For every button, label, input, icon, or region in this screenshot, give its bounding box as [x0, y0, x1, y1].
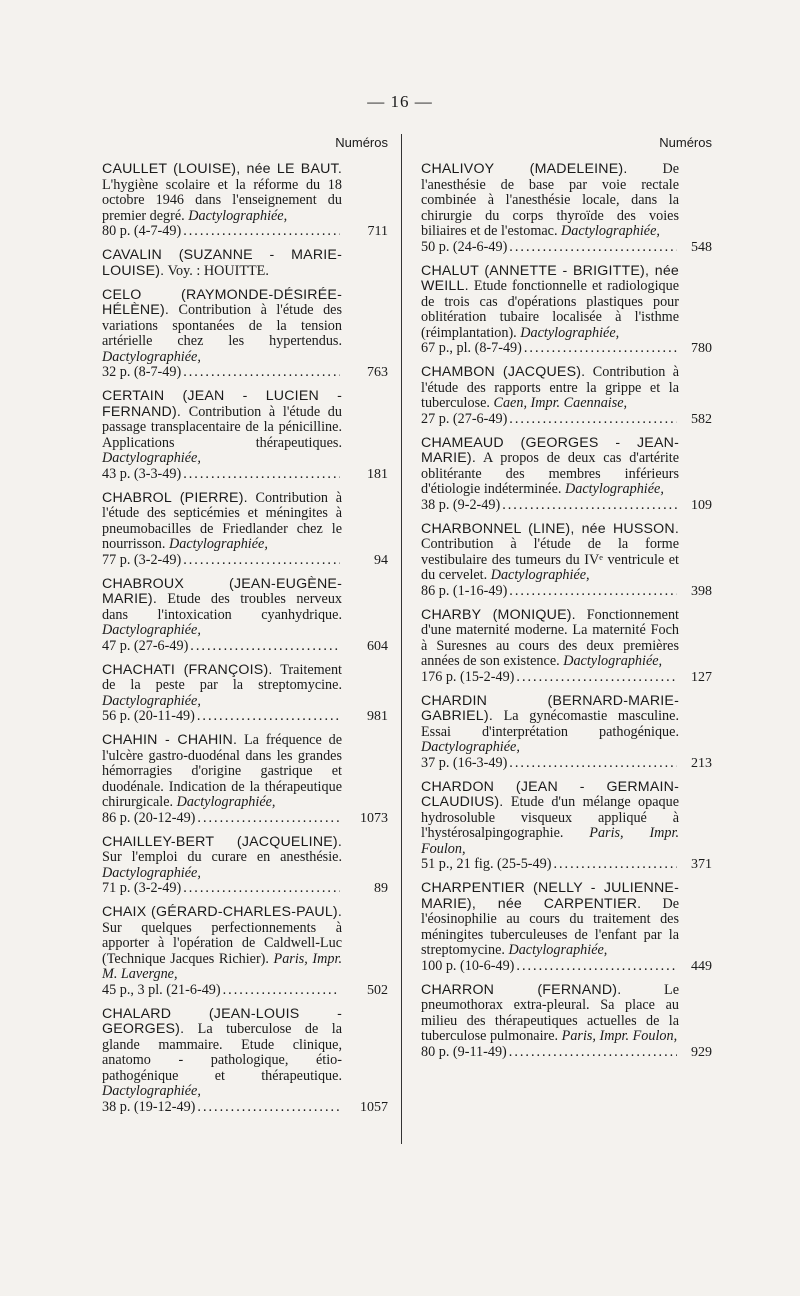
entry-title: De l'anesthésie de base par voie rectale combinée à l'anesthésie locale, dans la chirurgie du corps thyroïde des voies biliaires et de l'estomac. — [421, 161, 679, 239]
entry-reference-line — [421, 584, 679, 600]
entry-text — [102, 162, 342, 224]
entry-title: Contribution à l'étude des septicémies et méningites à pneumobacilles de Friedlander chez le nourrisson. — [102, 489, 342, 552]
right-column — [421, 134, 712, 1069]
entry-title: Sur quelques perfectionnements à apporter à l'opération de Caldwell-Luc (Technique Jacques Richier). — [102, 919, 342, 967]
bibliography-entry — [102, 248, 388, 279]
entry-number: 89 — [374, 881, 388, 896]
entry-title: Le pneumothorax extra-pleural. Sa place au milieu des thérapeutiques actuelles de la tuberculose pulmonaire. — [421, 981, 679, 1044]
dot-leader — [183, 365, 340, 381]
entry-title: L'hygiène scolaire et la réforme du 18 octobre 1946 dans l'enseignement du premier degré. — [102, 176, 342, 224]
entry-publisher: Dactylographiée, — [102, 622, 201, 638]
entry-author: CHARDIN (BERNARD-MARIE-GABRIEL). — [421, 692, 679, 724]
entry-reference-line — [102, 224, 342, 240]
dot-leader — [183, 881, 340, 897]
entry-title: Etude d'un mélange opaque hydrosoluble visqueux appliqué à l'hystérosalpingographie. — [421, 794, 679, 841]
bibliography-entry — [102, 491, 388, 569]
entry-pages-date: 51 p., 21 fig. (25-5-49) — [421, 856, 552, 872]
entry-reference-line — [102, 467, 342, 483]
entry-publisher: Dactylographiée, — [102, 450, 201, 466]
bibliography-entry — [102, 733, 388, 826]
dot-leader — [509, 1045, 677, 1061]
entry-title: Traitement de la peste par la streptomycine. — [102, 661, 342, 693]
bibliography-entry — [102, 905, 388, 998]
entry-author: CHAIX (GÉRARD-CHARLES-PAUL). — [102, 904, 342, 920]
entry-pages-date: 32 p. (8-7-49) — [102, 364, 182, 380]
entry-pages-date: 47 p. (27-6-49) — [102, 637, 189, 654]
bibliography-entry — [421, 694, 712, 772]
entry-title: De l'éosinophilie au cours du traitement des méningites tuberculeuses de l'enfant par la streptomycine. — [421, 895, 680, 958]
entry-author: CELO (RAYMONDE-DÉSIRÉE-HÉLÈNE). — [102, 286, 342, 318]
entry-text — [102, 577, 342, 639]
entry-text — [102, 248, 342, 279]
entry-author: CHAHIN - CHAHIN. — [102, 732, 238, 748]
entry-author: CAULLET (LOUISE), née LE BAUT. — [102, 161, 342, 177]
entry-author: CHALIVOY (MADELEINE). — [421, 161, 628, 177]
dot-leader — [197, 709, 340, 725]
bibliography-entry — [421, 522, 712, 600]
entry-text — [421, 365, 679, 412]
dot-leader — [190, 639, 340, 655]
bibliography-entry — [102, 663, 388, 725]
entry-publisher: Dactylographiée, — [169, 536, 268, 552]
entry-number: 981 — [367, 709, 388, 724]
entry-reference-line — [421, 670, 679, 686]
entry-title: Contribution à l'étude de la forme vestibulaire des tumeurs du IVᵉ ventricule et du cervelet. — [421, 536, 679, 583]
page-number: — 16 — — [367, 92, 433, 111]
bibliography-entry — [421, 983, 712, 1061]
entry-publisher: Dactylographiée, — [561, 223, 660, 239]
bibliography-entry — [102, 389, 388, 482]
entry-reference-line — [421, 959, 679, 975]
entry-author: CAVALIN (SUZANNE - MARIE-LOUISE). — [102, 247, 342, 279]
entry-title: A propos de deux cas d'artérite oblitérante des membres inférieurs d'étiologie indéterminée. — [421, 450, 680, 497]
entry-author: CHAMEAUD (GEORGES - JEAN-MARIE). — [421, 434, 679, 466]
bibliography-entry — [421, 264, 712, 357]
entry-publisher: Dactylographiée, — [102, 348, 201, 365]
entry-number: 181 — [367, 466, 388, 482]
entry-publisher: Dactylographiée, — [102, 1083, 201, 1099]
dot-leader — [509, 412, 677, 428]
entry-pages-date: 77 p. (3-2-49) — [102, 551, 182, 568]
entry-number: 127 — [691, 669, 712, 685]
dot-leader — [524, 341, 677, 357]
entry-title: La tuberculose de la glande mammaire. Etude clinique, anatomo - pathologique, étio-pathogénique et thérapeutique. — [102, 1021, 342, 1084]
entry-author: CHARBY (MONIQUE). — [421, 606, 576, 623]
entry-reference-line — [421, 341, 679, 357]
entry-title: Sur l'emploi du curare en anesthésie. — [102, 849, 342, 865]
dot-leader — [516, 670, 677, 686]
entry-author: CHALARD (JEAN-LOUIS - GEORGES). — [102, 1005, 342, 1037]
entry-text — [102, 1007, 342, 1100]
entry-reference-line — [421, 857, 679, 873]
entry-text — [102, 288, 342, 366]
bibliography-entry — [421, 162, 712, 255]
entry-publisher: Paris, Impr. Foulon, — [561, 1028, 678, 1044]
entry-number: 502 — [367, 982, 388, 998]
left-column — [102, 134, 388, 1124]
entry-title: Contribution à l'étude du passage transplacentaire de la pénicilline. Applications thérapeutiques. — [102, 403, 342, 451]
entry-title: La fréquence de l'ulcère gastro-duodénal dans les grandes hémorragies d'origine gastrique et duodénale. Indication de la thérapeutique chirurgicale. — [102, 732, 343, 810]
dot-leader — [516, 959, 677, 975]
entry-title: Contribution à l'étude des variations spontanées de la tension artérielle chez les hypertendus. — [102, 302, 342, 349]
entry-pages-date: 71 p. (3-2-49) — [102, 880, 182, 896]
bibliography-entry — [102, 162, 388, 240]
entry-pages-date: 67 p., pl. (8-7-49) — [421, 340, 522, 356]
entry-number: 582 — [691, 411, 712, 427]
entry-number: 604 — [367, 638, 388, 654]
entry-pages-date: 50 p. (24-6-49) — [421, 238, 508, 255]
entry-title: Voy. : HOUITTE. — [167, 262, 269, 279]
entry-publisher: Dactylographiée, — [565, 481, 664, 497]
entry-reference-line — [102, 811, 342, 827]
entry-number: 213 — [691, 755, 712, 771]
dot-leader — [223, 983, 340, 999]
entry-title: Contribution à l'étude des rapports entre la grippe et la tuberculose. — [421, 364, 679, 411]
bibliography-entry — [421, 608, 712, 686]
entry-reference-line — [102, 365, 342, 381]
entry-text — [421, 436, 679, 498]
entry-author: CHAMBON (JACQUES). — [421, 364, 586, 380]
column-divider — [401, 134, 402, 1144]
entry-number: 780 — [691, 341, 712, 356]
entry-publisher: Paris, Impr. Foulon, — [421, 825, 679, 857]
bibliography-entry — [102, 577, 388, 655]
entry-author: CHALUT (ANNETTE - BRIGITTE), née WEILL. — [421, 262, 679, 294]
entry-number: 398 — [691, 583, 712, 599]
entry-publisher: Dactylographiée, — [188, 207, 288, 224]
entry-reference-line — [421, 412, 679, 428]
entry-pages-date: 56 p. (20-11-49) — [102, 708, 195, 724]
right-column-header: Numéros — [659, 135, 712, 150]
left-entry-list — [102, 162, 388, 1115]
bibliography-entry — [102, 835, 388, 897]
entry-text — [421, 780, 679, 858]
entry-title: Etude des troubles nerveux dans l'intoxication cyanhydrique. — [102, 591, 343, 623]
entry-reference-line — [102, 709, 342, 725]
entry-publisher: Dactylographiée, — [563, 653, 663, 669]
entry-author: CHABROL (PIERRE). — [102, 489, 248, 506]
entry-pages-date: 37 p. (16-3-49) — [421, 754, 508, 771]
dot-leader — [197, 1100, 340, 1116]
entry-reference-line — [421, 498, 679, 514]
entry-publisher: Dactylographiée, — [176, 794, 276, 810]
entry-text — [102, 389, 342, 467]
entry-publisher: Caen, Impr. Caennaise, — [493, 395, 628, 411]
entry-author: CHAILLEY-BERT (JACQUELINE). — [102, 833, 342, 850]
entry-publisher: Dactylographiée, — [520, 324, 620, 341]
left-column-header: Numéros — [335, 135, 388, 150]
entry-text — [421, 608, 679, 670]
dot-leader — [553, 857, 677, 873]
entry-text — [421, 264, 679, 342]
right-entry-list — [421, 162, 712, 1060]
entry-text — [421, 983, 679, 1045]
entry-publisher: Paris, Impr. M. Lavergne, — [102, 950, 342, 982]
entry-reference-line — [102, 639, 342, 655]
entry-pages-date: 27 p. (27-6-49) — [421, 410, 508, 427]
dot-leader — [183, 553, 340, 569]
entry-text — [102, 663, 342, 710]
entry-pages-date: 86 p. (20-12-49) — [102, 809, 196, 826]
entry-title: Fonctionnement d'une maternité moderne. La maternité Foch à Suresnes au cours des deux premières années de son existence. — [421, 606, 679, 669]
entry-text — [102, 905, 342, 983]
entry-author: CHARRON (FERNAND). — [421, 981, 622, 998]
entry-reference-line — [102, 553, 342, 569]
dot-leader — [183, 467, 340, 483]
entry-number: 929 — [691, 1044, 712, 1060]
entry-pages-date: 45 p., 3 pl. (21-6-49) — [102, 981, 221, 998]
entry-pages-date: 80 p. (9-11-49) — [421, 1043, 507, 1060]
bibliography-entry — [102, 1007, 388, 1116]
entry-pages-date: 100 p. (10-6-49) — [421, 957, 515, 974]
entry-publisher: Dactylographiée, — [102, 692, 201, 709]
entry-text — [102, 835, 342, 882]
entry-author: CHACHATI (FRANÇOIS). — [102, 661, 273, 678]
entry-author: CHARBONNEL (LINE), née HUSSON. — [421, 520, 679, 537]
entry-publisher: Dactylographiée, — [508, 942, 608, 958]
entry-number: 1073 — [360, 810, 388, 826]
entry-text — [421, 162, 679, 240]
entry-number: 1057 — [360, 1099, 388, 1115]
entry-author: CHARPENTIER (NELLY - JULIENNE-MARIE), née CARPENTIER. — [421, 880, 679, 912]
entry-pages-date: 38 p. (9-2-49) — [421, 496, 501, 513]
entry-publisher: Dactylographiée, — [490, 567, 590, 583]
entry-reference-line — [421, 756, 679, 772]
entry-reference-line — [421, 1045, 679, 1061]
entry-title: La gynécomastie masculine. Essai d'interprétation pathogénique. — [421, 708, 679, 740]
entry-number: 548 — [691, 239, 712, 255]
entry-number: 763 — [367, 365, 388, 380]
entry-reference-line — [102, 881, 342, 897]
entry-pages-date: 80 p. (4-7-49) — [102, 223, 182, 239]
entry-publisher: Dactylographiée, — [102, 864, 201, 881]
entry-author: CHARDON (JEAN - GERMAIN-CLAUDIUS). — [421, 778, 679, 810]
entry-author: CERTAIN (JEAN - LUCIEN - FERNAND). — [102, 388, 342, 420]
entry-reference-line — [102, 983, 342, 999]
entry-publisher: Dactylographiée, — [421, 739, 520, 755]
dot-leader — [509, 240, 677, 256]
entry-number: 109 — [691, 497, 712, 513]
entry-text — [102, 491, 342, 553]
dot-leader — [509, 584, 677, 600]
entry-title: Etude fonctionnelle et radiologique de trois cas d'opérations plastiques pour oblitération tubaire localisée à l'isthme (réimplantation). — [421, 278, 680, 341]
entry-pages-date: 43 p. (3-3-49) — [102, 465, 182, 482]
entry-text — [102, 733, 342, 811]
entry-number: 449 — [691, 958, 712, 974]
dot-leader — [183, 224, 340, 240]
entry-pages-date: 176 p. (15-2-49) — [421, 668, 515, 685]
entry-number: 94 — [374, 552, 388, 568]
entry-reference-line — [421, 240, 679, 256]
bibliography-entry — [421, 365, 712, 427]
dot-leader — [502, 498, 677, 514]
bibliography-entry — [421, 436, 712, 514]
entry-number: 711 — [367, 224, 388, 239]
entry-pages-date: 86 p. (1-16-49) — [421, 582, 508, 599]
entry-text — [421, 881, 679, 959]
bibliography-entry — [102, 288, 388, 381]
dot-leader — [197, 811, 340, 827]
dot-leader — [509, 756, 677, 772]
bibliography-entry — [421, 780, 712, 873]
entry-author: CHABROUX (JEAN-EUGÈNE-MARIE). — [102, 575, 342, 607]
entry-text — [421, 522, 679, 584]
entry-number: 371 — [691, 857, 712, 872]
entry-pages-date: 38 p. (19-12-49) — [102, 1098, 196, 1115]
entry-text — [421, 694, 679, 756]
entry-reference-line — [102, 1100, 342, 1116]
bibliography-entry — [421, 881, 712, 974]
